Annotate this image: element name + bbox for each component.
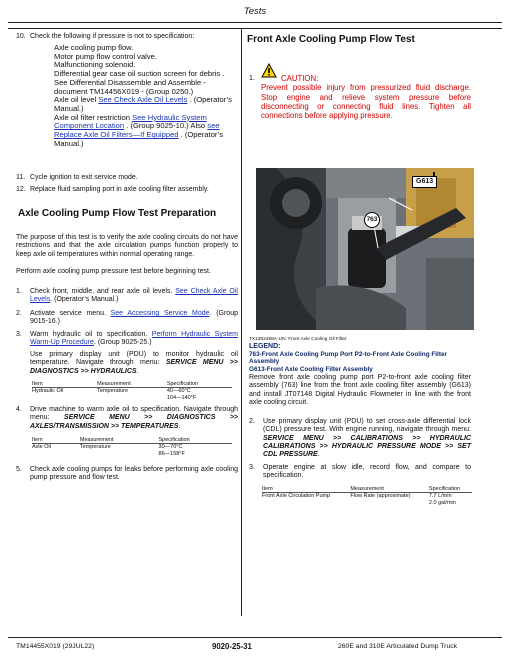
link-check-axle-oil-levels[interactable]: See Check Axle Oil Levels	[98, 95, 188, 105]
menu-path: SERVICE MENU >> DIAGNOSTICS >> HYDRAULICS	[30, 359, 238, 375]
item-10	[16, 33, 238, 41]
section-title: Axle Cooling Pump Flow Test Preparation	[18, 208, 217, 219]
sub-item: Axle oil filter restriction See Hydraulic System Component Location . (Group 9025-10.) Also see Replace Axle Oil Filters—If Equipped . (Operator’s Manual.)	[54, 112, 223, 148]
item-text: Cycle ignition to exit service mode.	[30, 174, 138, 181]
callout-g613: G613	[412, 176, 437, 188]
step-1: 1. Check front, middle, and rear axle oil levels. See Check Axle Oil Levels. (Operator’s Manual.)	[16, 288, 238, 304]
header-rule-2	[8, 28, 502, 29]
menu-path: SERVICE MENU >> DIAGNOSTICS >> AXLES/TRANSMISSION >> TEMPERATURES	[30, 414, 238, 430]
spec-table-axle: Item Measurement Specification Axle Oil Temperature 30—70°C 86—158°F	[32, 437, 232, 457]
figure-photo	[256, 168, 474, 330]
column-divider	[241, 28, 242, 616]
link-replace-axle-oil-filters[interactable]: see Replace Axle Oil Filters—If Equipped	[54, 121, 220, 140]
link-warm-up-procedure[interactable]: Perform Hydraulic System Warm-Up Procedure	[30, 331, 239, 347]
link-hydraulic-component-location[interactable]: See Hydraulic System Component Location	[54, 112, 207, 131]
link-check-axle-oil-levels[interactable]: See Check Axle Oil Levels	[30, 288, 238, 304]
figure-caption: TX1302468A-UN: Front Axle Cooling Oil Filter LEGEND: 763-Front Axle Cooling Pump Port P2-to-Front Axle Cooling Filter Assembly G613-Front Axle Cooling Filter Assembly	[249, 337, 471, 374]
right-section-title: Front Axle Cooling Pump Flow Test	[247, 34, 415, 45]
item-text: Replace fluid sampling port in axle cooling filter assembly.	[30, 186, 209, 193]
right-step-2: 2. Use primary display unit (PDU) to set cross-axle differential lock (CDL) pressure test. With engine running, navigate through menu: SERVICE MENU >> CALIBRATIONS >> HYDRAULIC CALIBRATIONS >> HYDRAULIC PRESSURE MODE >> SET CDL PRESSURE.	[249, 418, 471, 458]
step-4: 4. Drive machine to warm axle oil to specification. Navigate through menu: SERVICE MENU >> DIAGNOSTICS >> AXLES/TRANSMISSION >> TEMPERATURES.	[16, 406, 238, 430]
perform-paragraph: Perform axle cooling pump pressure test before beginning test.	[16, 268, 211, 275]
spec-table-hydraulic: Item Measurement Specification Hydraulic Oil Temperature 40—60°C 104—140°F	[32, 381, 232, 401]
legend-item: G613-Front Axle Cooling Filter Assembly	[249, 366, 373, 373]
sub-item: Axle cooling pump flow.	[54, 43, 134, 52]
caution-text: Prevent possible injury from pressurized fluid discharge. Stop engine and relieve system pressure before disconnecting or connecting fluid lines. Tighten all connections before applying pressure.	[261, 83, 471, 121]
legend-title: LEGEND:	[249, 342, 281, 350]
footer-left: TM14455X019 (29JUL22)	[16, 643, 95, 650]
item-11: 11. Cycle ignition to exit service mode.	[16, 174, 238, 182]
sub-item: Differential gear case oil suction screen for debris . See Differential Disassemble and Assemble - document TM14456X019 - (Group 0250.)	[54, 69, 225, 96]
step-2: 2. Activate service menu. See Accessing Service Mode. (Group 9015-16.)	[16, 310, 238, 326]
right-step-3: 3. Operate engine at slow idle, record flow, and compare to specification.	[249, 464, 471, 480]
link-accessing-service-mode[interactable]: See Accessing Service Mode	[110, 310, 210, 317]
menu-path: SERVICE MENU >> CALIBRATIONS >> HYDRAULIC CALIBRATIONS >> HYDRAULIC PRESSURE MODE >> SET CDL PRESSURE	[263, 434, 471, 458]
item-text: Check the following if pressure is not to specification:	[30, 33, 195, 40]
photo-illustration	[256, 168, 474, 330]
callout-763: 763	[364, 212, 380, 228]
sub-item: Motor pump flow control valve.	[54, 51, 157, 61]
page-header-title: Tests	[243, 6, 267, 17]
item-12: 12. Replace fluid sampling port in axle cooling filter assembly.	[16, 186, 238, 194]
caution-step: 1. CAUTION: Prevent possible injury from pressurized fluid discharge. Stop engine and relieve system pressure before disconnecting or connecting fluid lines. Tighten all connections before applying pressure.	[249, 63, 471, 121]
step-5: 5. Check axle cooling pumps for leaks before performing axle cooling pump pressure and flow test.	[16, 466, 238, 482]
spec-table-flow: Item Measurement Specification Front Axle Circulation Pump Flow Rate (approximate) 7.7 L/min 2.0 gal/min	[262, 486, 472, 506]
step-3-detail: Use primary display unit (PDU) to monitor hydraulic oil temperature. Navigate through menu: SERVICE MENU >> DIAGNOSTICS >> HYDRAULICS.	[30, 351, 238, 375]
step-3: 3. Warm hydraulic oil to specification. Perform Hydraulic System Warm-Up Procedure. (Group 9025-25.)	[16, 331, 239, 347]
footer-page-number: 9020-25-31	[212, 642, 252, 651]
caution-label: CAUTION:	[281, 74, 319, 83]
remove-paragraph: Remove front axle cooling pump port P2-to-front axle cooling filter assembly (763) line from the front axle cooling filter assembly (G613) and install JT07148 Digital Hydraulic Flowmeter in line with the front axle cooling circuit.	[249, 374, 471, 406]
item-10-sublist	[16, 44, 238, 149]
sub-item: Malfunctioning solenoid.	[54, 60, 136, 70]
footer-rule	[8, 637, 502, 638]
header-rule	[8, 22, 502, 23]
footer-right: 260E and 310E Articulated Dump Truck	[338, 643, 458, 650]
purpose-paragraph: The purpose of this test is to verify the axle cooling circuits do not have restrictions and that the axle circulation pumps function properly to keep axle oil temperatures within normal operating range.	[16, 234, 238, 258]
legend-item: 763-Front Axle Cooling Pump Port P2-to-Front Axle Cooling Filter Assembly	[249, 350, 447, 366]
sub-item: Axle oil level See Check Axle Oil Levels . (Operator’s Manual.)	[54, 95, 232, 114]
item-number: 10.	[16, 33, 26, 40]
warning-icon	[261, 63, 277, 81]
